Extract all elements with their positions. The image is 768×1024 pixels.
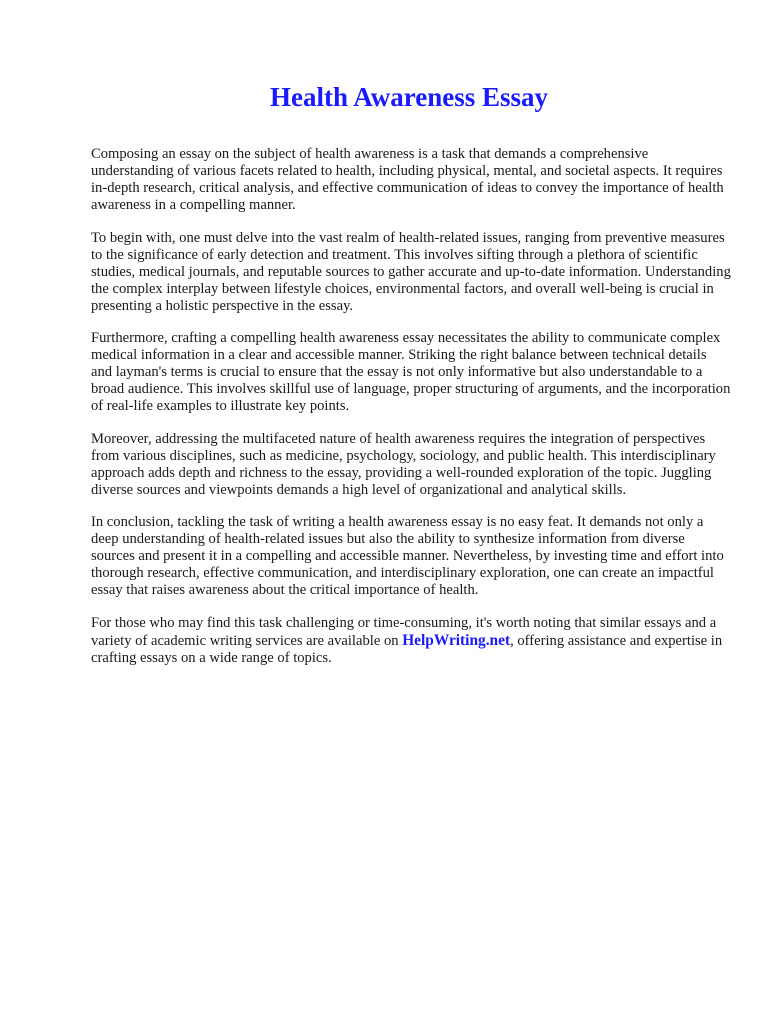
paragraph-2: To begin with, one must delve into the vast realm of health-related issues, ranging from preventive measures to the significance of early detection and treatment. This involves sifting through a plethora of scientific studies, medical journals, and reputable sources to gather accurate and up-to-date information. Understanding the complex interplay between lifestyle choices, environmental factors, and overall well-being is crucial in presenting a holistic perspective in the essay.	[91, 229, 731, 314]
paragraph-4: Moreover, addressing the multifaceted nature of health awareness requires the integration of perspectives from various disciplines, such as medicine, psychology, sociology, and public health. This interdisciplinary approach adds depth and richness to the essay, providing a well-rounded exploration of the topic. Juggling diverse sources and viewpoints demands a high level of organizational and analytical skills.	[91, 430, 716, 498]
essay-body	[91, 146, 731, 682]
helpwriting-link[interactable]: HelpWriting.net	[402, 631, 511, 649]
paragraph-5: In conclusion, tackling the task of writing a health awareness essay is no easy feat. It demands not only a deep understanding of health-related issues but also the ability to synthesize information from diverse sources and present it in a compelling and accessible manner. Nevertheless, by investing time and effort into thorough research, effective communication, and interdisciplinary exploration, one can create an impactful essay that raises awareness about the critical importance of health.	[91, 514, 724, 598]
paragraph-6	[91, 615, 731, 667]
paragraph-6-text-before-link: For those who may find this task challenging or time-consuming, it's worth noting that similar essays and a variety of academic writing services are available on	[91, 614, 717, 649]
paragraph-6-text-after-link: , offering assistance and expertise in crafting essays on a wide range of topics.	[91, 632, 723, 666]
paragraph-1: Composing an essay on the subject of health awareness is a task that demands a comprehensive understanding of various facets related to health, including physical, mental, and societal aspects. It requires in-depth research, critical analysis, and effective communication of ideas to convey the importance of health awareness in a compelling manner.	[91, 146, 724, 213]
paragraph-3: Furthermore, crafting a compelling health awareness essay necessitates the ability to communicate complex medical information in a clear and accessible manner. Striking the right balance between technical details and layman's terms is crucial to ensure that the essay is not only informative but also understandable to a broad audience. This involves skillful use of language, proper structuring of arguments, and the incorporation of real-life examples to illustrate key points.	[91, 330, 731, 414]
page-title: Health Awareness Essay	[269, 82, 548, 112]
